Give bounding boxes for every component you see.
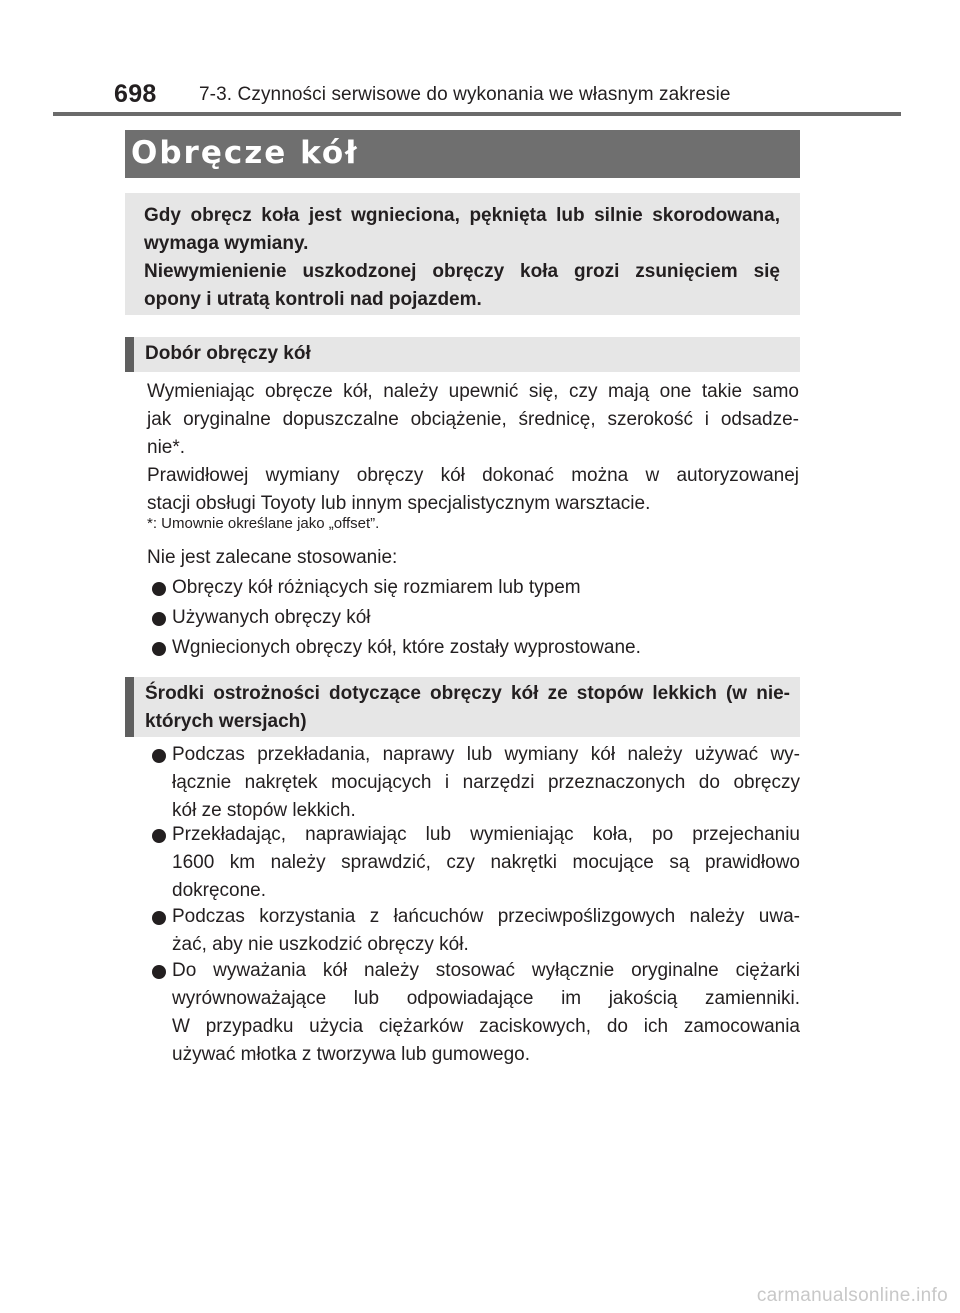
paragraph-line: Wymieniając obręcze kół, należy upewnić się, czy mają one takie samo [147,381,799,402]
bullet-icon [152,965,166,979]
subheading-line: których wersjach) [145,711,307,732]
paragraph-line: jak oryginalne dopuszczalne obciążenie, średnicę, szerokość i odsadze- [147,409,799,430]
paragraph-line: nie*. [147,437,186,458]
bullet-icon [152,749,166,763]
list-item-line: łącznie nakrętek mocujących i narzędzi przeznaczonych do obręczy [172,772,800,793]
intro-line: opony i utratą kontroli nad pojazdem. [144,289,482,310]
list-item-line: Przekładając, naprawiając lub wymieniając koła, po przejechaniu [172,824,800,845]
list-item-text: Obręczy kół różniących się rozmiarem lub typem [172,577,581,598]
list-item-line: Podczas korzystania z łańcuchów przeciwpoślizgowych należy uwa- [172,906,800,927]
bullet-icon [152,612,166,626]
list-item-line: wyrównoważające lub odpowiadające im jakością zamienniki. [172,988,800,1009]
bullet-icon [152,829,166,843]
chapter-title: 7-3. Czynności serwisowe do wykonania we własnym zakresie [199,84,731,105]
bullet-icon [152,642,166,656]
section-title: Obręcze kół [131,135,359,171]
list-item-line: Do wyważania kół należy stosować wyłącznie oryginalne ciężarki [172,960,800,981]
subheading-text: Dobór obręczy kół [145,343,311,364]
list-item-text [172,957,800,1069]
section-title-bar [125,130,800,178]
list-item-line: Podczas przekładania, naprawy lub wymiany kół należy używać wy- [172,744,800,765]
paragraph-line: Prawidłowej wymiany obręczy kół dokonać można w autoryzowanej [147,465,799,486]
list-item-line: żać, aby nie uszkodzić obręczy kół. [172,934,469,955]
list-item-line: dokręcone. [172,880,267,901]
subheading-alloy-precautions [125,677,800,737]
list-item-text [172,821,800,905]
watermark: carmanualsonline.info [756,1285,948,1306]
page-header [95,78,900,112]
page-number: 698 [114,80,157,108]
header-divider [53,112,901,116]
not-recommended-intro: Nie jest zalecane stosowanie: [147,547,398,568]
subheading-wheel-selection [125,337,800,372]
wheel-selection-paragraph [147,378,799,518]
intro-line: wymaga wymiany. [144,233,309,254]
list-item-text: Wgniecionych obręczy kół, które zostały wyprostowane. [172,637,641,658]
bullet-icon [152,582,166,596]
list-item-text [172,741,800,825]
list-item-line: kół ze stopów lekkich. [172,800,356,821]
list-item-line: 1600 km należy sprawdzić, czy nakrętki mocujące są prawidłowo [172,852,800,873]
paragraph-line: stacji obsługi Toyoty lub innym specjalistycznym warsztacie. [147,493,651,514]
intro-box [125,193,800,315]
list-item-line: używać młotka z tworzywa lub gumowego. [172,1044,530,1065]
intro-text [144,202,780,314]
bullet-icon [152,911,166,925]
footnote: *: Umownie określane jako „offset”. [147,515,380,532]
list-item-text [172,903,800,959]
subheading-line: Środki ostrożności dotyczące obręczy kół ze stopów lekkich (w nie- [145,683,790,704]
subheading-text [145,680,790,736]
intro-line: Gdy obręcz koła jest wgnieciona, pęknięta lub silnie skorodowana, [144,205,780,226]
intro-line: Niewymienienie uszkodzonej obręczy koła grozi zsunięciem się [144,261,780,282]
list-item-line: W przypadku użycia ciężarków zaciskowych, do ich zamocowania [172,1016,800,1037]
list-item-text: Używanych obręczy kół [172,607,371,628]
